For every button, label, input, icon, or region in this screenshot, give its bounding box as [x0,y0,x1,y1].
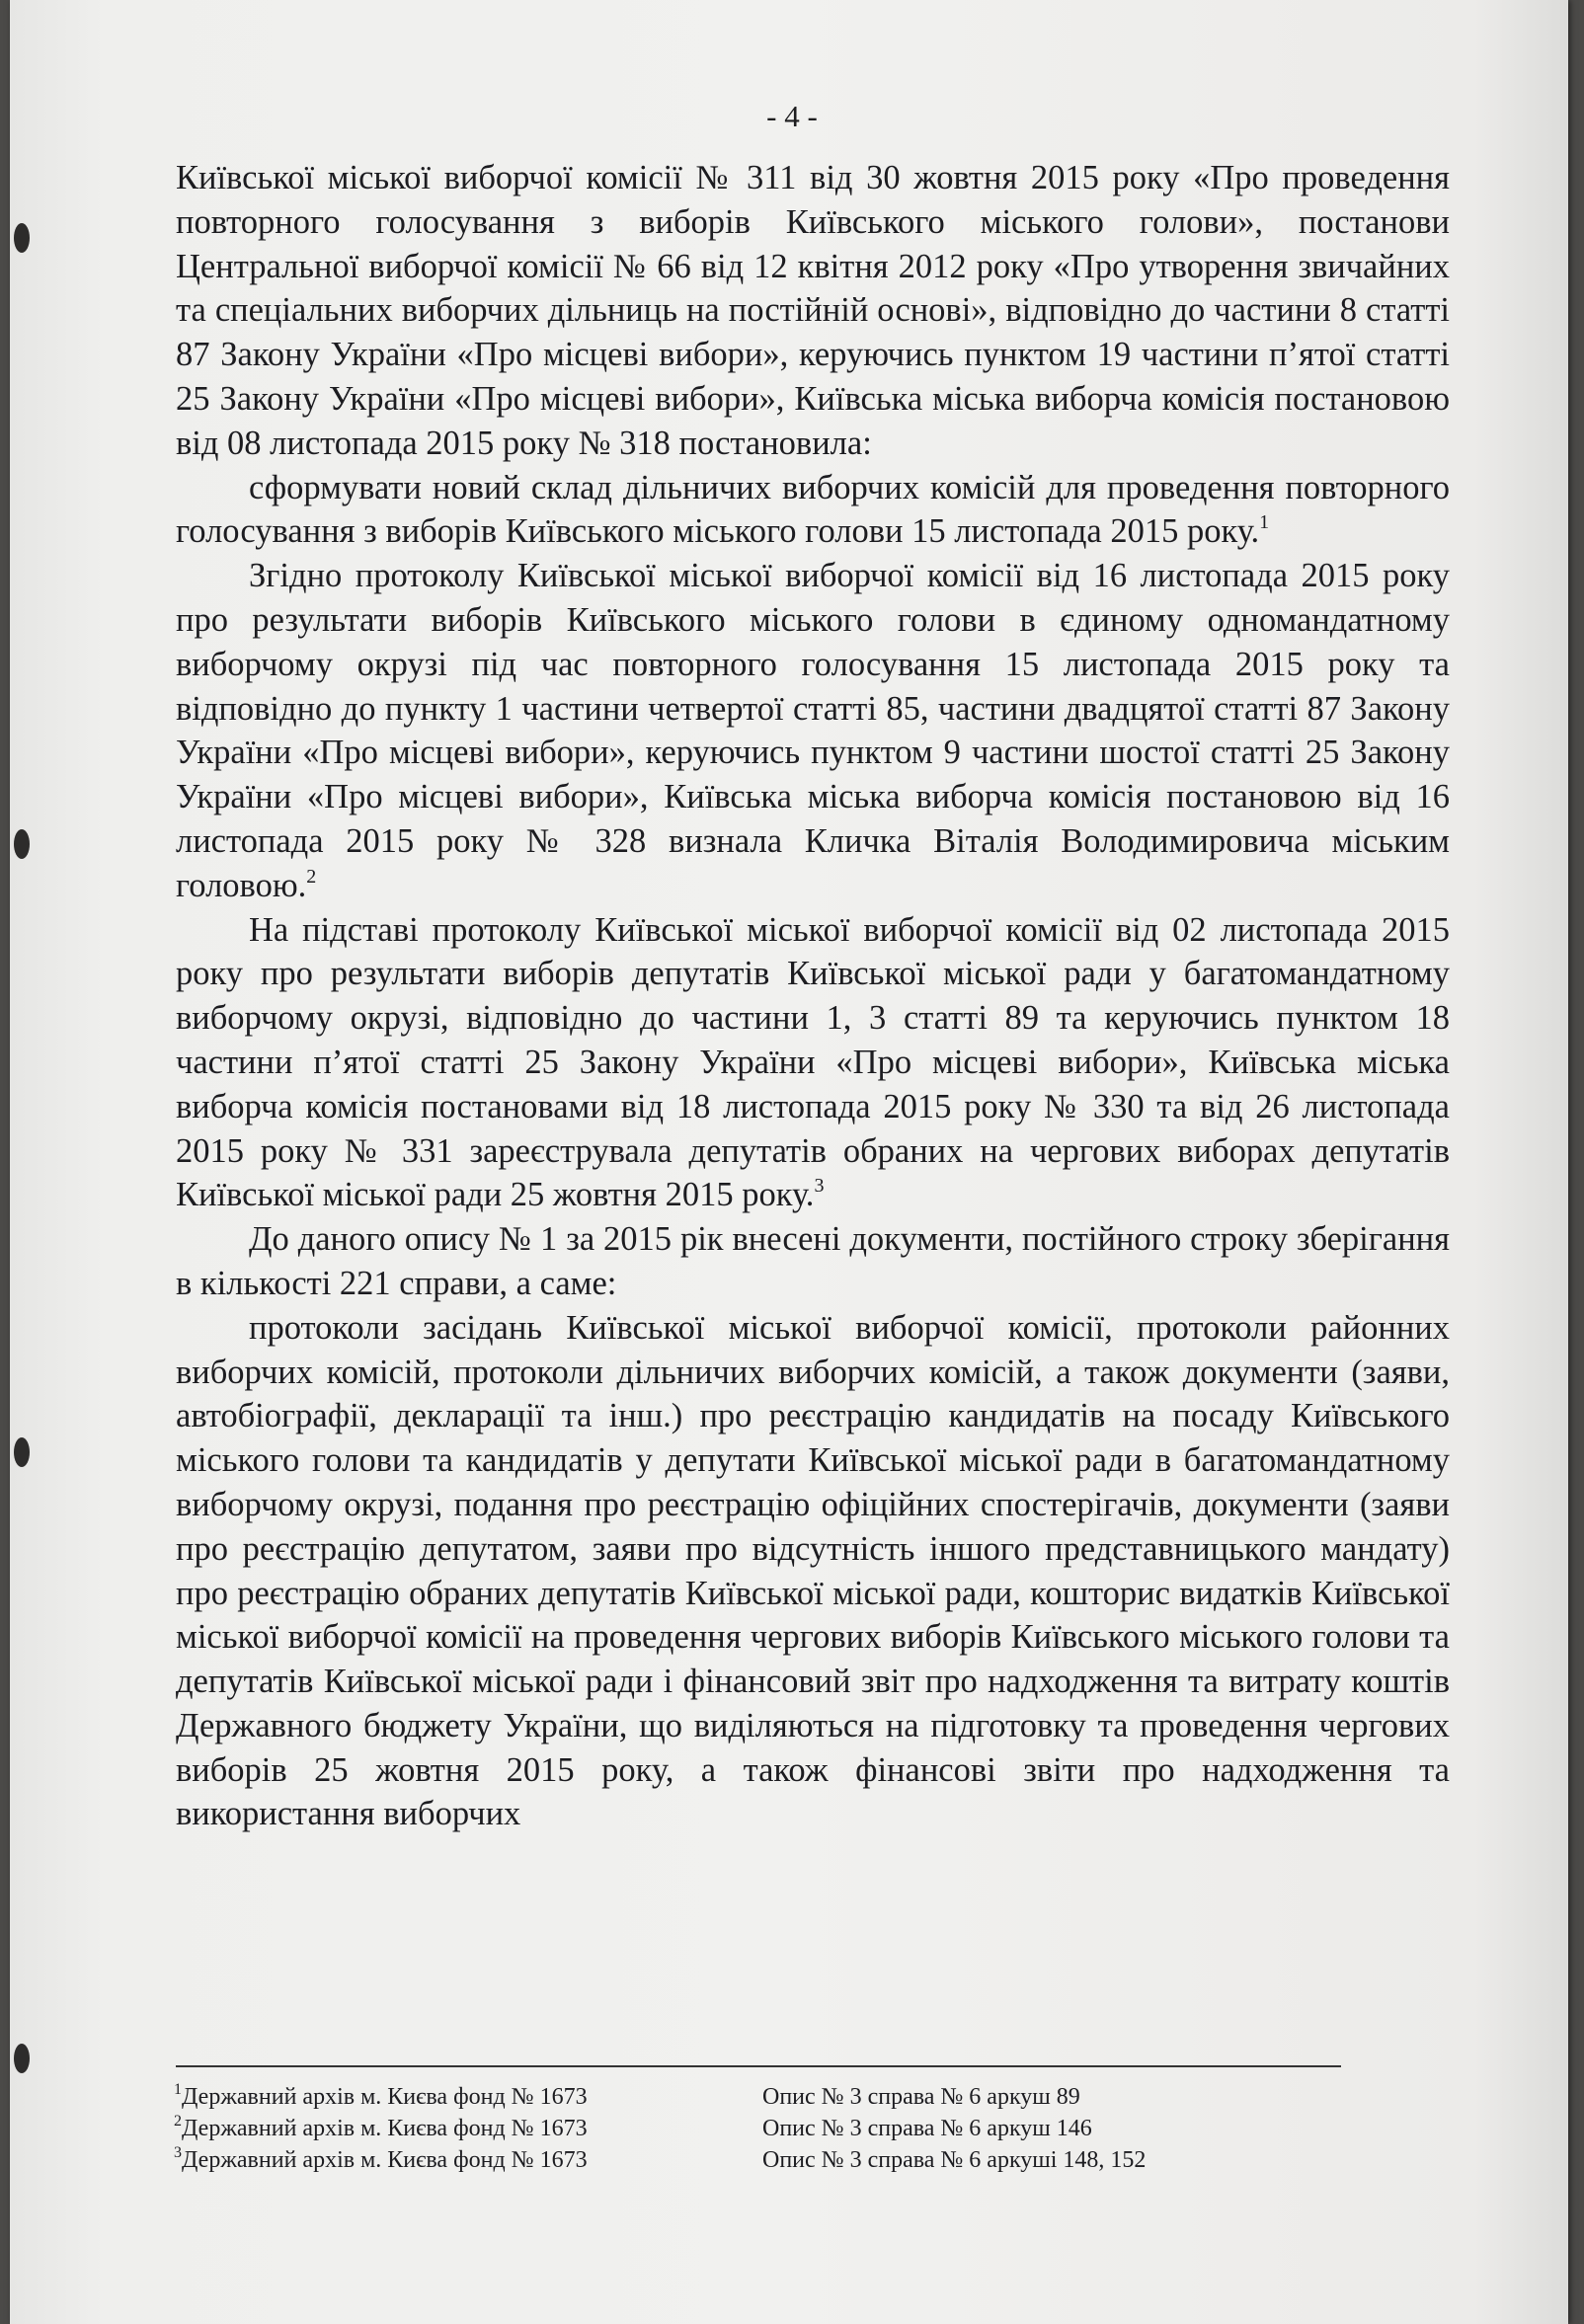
footnote-source [174,2113,762,2144]
paragraph [176,908,1450,1218]
footnote [174,2113,1309,2144]
paragraph-text: На підставі протоколу Київської міської виборчої комісії від 02 листопада 2015 року про результати виборів депутатів Київської міської ради у багатомандатному виборчому окрузі, відповідно до частини 1, 3 статті 89 та керуючись пунктом 18 частини п’ятої статті 25 Закону України «Про місцеві вибори», Київська міська виборча комісія постановами від 18 листопада 2015 року № 330 та від 26 листопада 2015 року № 331 зареєструвала депутатів обраних на чергових виборах депутатів Київської міської ради 25 жовтня 2015 року. [176,910,1450,1214]
paragraph-text: сформувати новий склад дільничих виборчих комісій для проведення повторного голосування з виборів Київського міського голови 15 листопада 2015 року. [176,468,1450,551]
footnotes [174,2081,1309,2176]
paragraph: Київської міської виборчої комісії № 311 від 30 жовтня 2015 року «Про проведення повторного голосування з виборів Київського міського голови», постанови Центральної виборчої комісії № 66 від 12 квітня 2012 року «Про утворення звичайних та спеціальних виборчих дільниць на постійній основі», відповідно до частини 8 статті 87 Закону України «Про місцеві вибори», керуючись пунктом 19 частини п’ятої статті 25 Закону України «Про місцеві вибори», Київська міська виборча комісія постановою від 08 листопада 2015 року № 318 постановила: [176,159,1450,462]
footnote-number: 3 [174,2144,182,2161]
footnote [174,2144,1309,2176]
footnote [174,2081,1309,2113]
footnote-reference: Опис № 3 справа № 6 аркуш 146 [762,2116,1092,2141]
footnote-number: 2 [174,2113,182,2130]
punch-hole [14,2044,30,2073]
page-number: - 4 - [766,99,818,133]
footnote-separator [176,2065,1341,2067]
paragraph: До даного опису № 1 за 2015 рік внесені документи, постійного строку зберігання в кількості 221 справи, а саме: [176,1220,1450,1302]
punch-hole [14,829,30,859]
footnote-source-text: Державний архів м. Києва фонд № 1673 [182,2084,588,2110]
paragraph [176,466,1450,555]
footnote-source [174,2081,762,2113]
paragraph: протоколи засідань Київської міської виборчої комісії, протоколи районних виборчих комісій, протоколи дільничих виборчих комісій, а також документи (заяви, автобіографії, декларації та інш.) про реєстрацію кандидатів на посаду Київського міського голови та кандидатів у депутати Київської міської ради в багатомандатному виборчому окрузі, подання про реєстрацію офіційних спостерігачів, документи (заяви про реєстрацію депутатом, заяви про відсутність іншого представницького мандату) про реєстрацію обраних депутатів Київської міської ради, кошторис видатків Київської міської виборчої комісії на проведення чергових виборів Київського міського голови та депутатів Київської міської ради і фінансовий звіт про надходження та витрату коштів Державного бюджету України, що виділяються на підготовку та проведення чергових виборів 25 жовтня 2015 року, а також фінансові звіти про надходження та використання виборчих [176,1308,1450,1833]
footnote-source-text: Державний архів м. Києва фонд № 1673 [182,2116,588,2141]
footnote-mark[interactable]: 2 [306,865,317,888]
paragraph-text: Згідно протоколу Київської міської виборчої комісії від 16 листопада 2015 року про результати виборів Київського міського голови в єдиному одномандатному виборчому окрузі під час повторного голосування 15 листопада 2015 року та відповідно до пункту 1 частини четвертої статті 85, частини двадцятої статті 87 Закону України «Про місцеві вибори», керуючись пунктом 9 частини шостої статті 25 Закону України «Про місцеві вибори», Київська міська виборча комісія постановою від 16 листопада 2015 року № 328 визнала Кличка Віталія Володимировича міським головою. [176,557,1450,904]
paragraph [176,554,1450,907]
punch-hole [14,1437,30,1467]
footnote-reference: Опис № 3 справа № 6 аркуші 148, 152 [762,2147,1147,2173]
punch-hole [14,223,30,253]
footnote-mark[interactable]: 1 [1259,511,1270,534]
footnote-source-text: Державний архів м. Києва фонд № 1673 [182,2147,588,2173]
footnote-number: 1 [174,2081,182,2098]
footnote-reference: Опис № 3 справа № 6 аркуш 89 [762,2084,1080,2110]
document-body [176,156,1450,1836]
footnote-mark[interactable]: 3 [814,1175,825,1198]
footnote-source [174,2144,762,2176]
